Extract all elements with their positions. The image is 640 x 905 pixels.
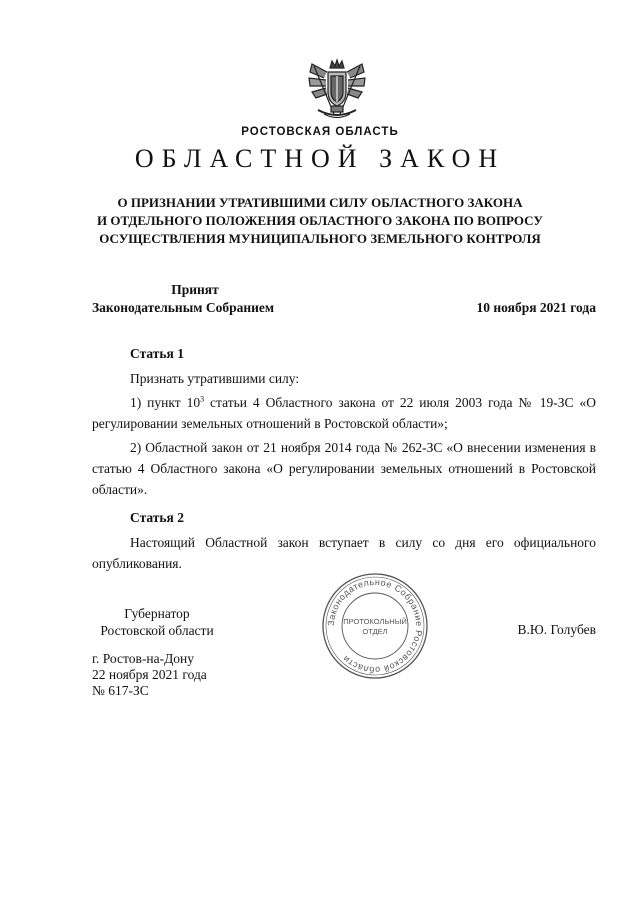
item-1-prefix: 1) пункт 10 [130,395,201,410]
item-1-rest: статьи 4 Областного закона от 22 июля 2003 года № 19-ЗС «О регулировании земельных отношений в Ростовской области»; [92,395,596,431]
signatory-position [92,605,222,639]
rostov-coat-of-arms-icon [304,58,370,122]
item-1-superscript: 3 [200,394,205,404]
article-1-intro: Признать утратившими силу: [130,371,300,386]
law-subtitle [60,194,580,248]
issue-date: 22 ноября 2021 года [92,667,207,682]
signatory-name: В.Ю. Голубев [517,622,596,637]
adopted-date: 10 ноября 2021 года [476,300,596,315]
stamp-center-line-2: ОТДЕЛ [362,627,388,636]
position-line-2: Ростовской области [100,623,214,638]
issue-number: № 617-ЗС [92,683,149,698]
svg-text:Законодательное Собрание Росто [326,577,424,675]
article-2-heading: Статья 2 [130,510,184,525]
article-1-item-1 [92,392,596,434]
issue-city: г. Ростов-на-Дону [92,651,195,666]
article-2-text: Настоящий Областной закон вступает в силу со дня его официального опубликования. [92,535,596,571]
adopted-label: Принят [171,282,219,297]
subtitle-line: ОСУЩЕСТВЛЕНИЯ МУНИЦИПАЛЬНОГО ЗЕМЕЛЬНОГО КОНТРОЛЯ [99,231,541,246]
page-title: ОБЛАСТНОЙ ЗАКОН [134,144,506,173]
official-stamp-icon [320,571,430,681]
subtitle-line: О ПРИЗНАНИИ УТРАТИВШИМИ СИЛУ ОБЛАСТНОГО ЗАКОНА [117,195,523,210]
article-1-heading: Статья 1 [130,346,184,361]
subtitle-line: И ОТДЕЛЬНОГО ПОЛОЖЕНИЯ ОБЛАСТНОГО ЗАКОНА ПО ВОПРОСУ [97,213,543,228]
article-1-item-2: 2) Областной закон от 21 ноября 2014 года № 262-ЗС «О внесении изменения в статью 4 Областного закона «О регулировании земельных отношений в Ростовской области». [92,440,596,497]
stamp-ring-text: Законодательное Собрание Ростовской области [325,576,425,676]
position-line-1: Губернатор [124,606,190,621]
region-name: РОСТОВСКАЯ ОБЛАСТЬ [241,126,399,138]
issue-info [92,651,207,699]
adopted-by: Законодательным Собранием [92,300,275,315]
stamp-center-line-1: ПРОТОКОЛЬНЫЙ [343,617,407,626]
